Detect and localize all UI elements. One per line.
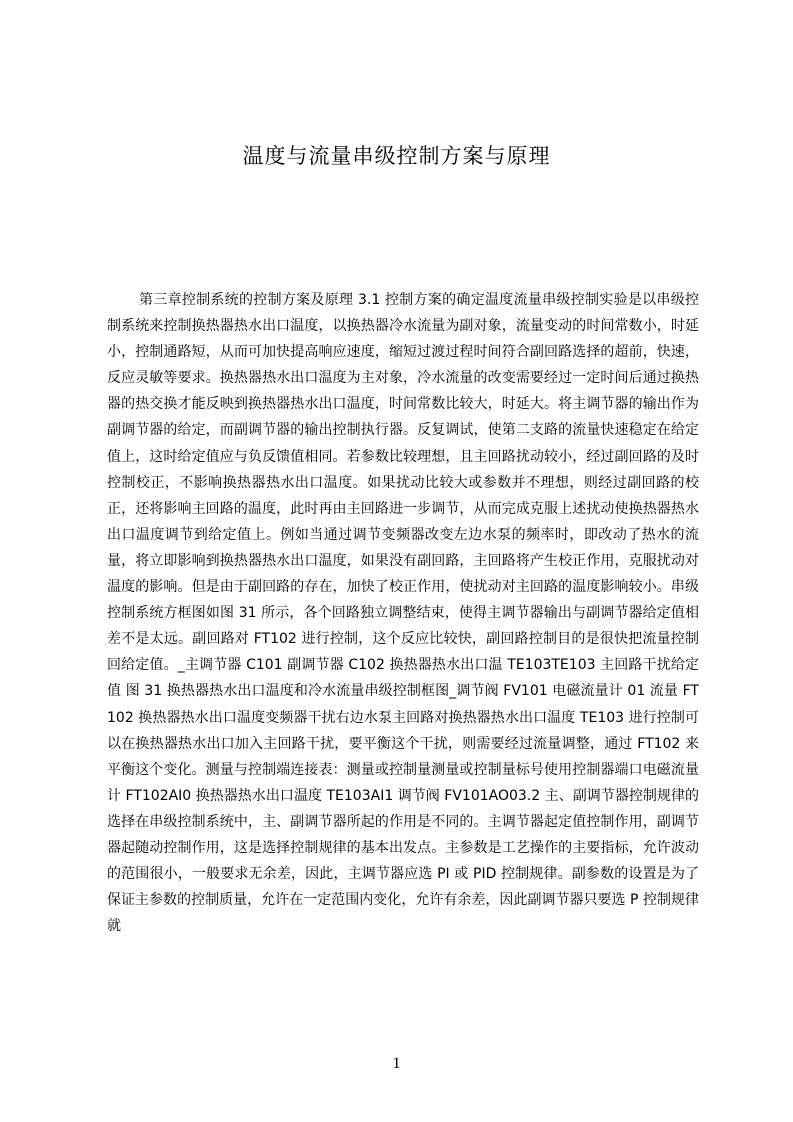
document-title: 温度与流量串级控制方案与原理: [242, 144, 551, 168]
page-number: 1: [392, 1055, 401, 1072]
body-paragraph: 第三章控制系统的控制方案及原理 3.1 控制方案的确定温度流量串级控制实验是以串级控制系统来控制换热器热水出口温度，以换热器冷水流量为副对象，流量变动的时间常数小，时延小，控制通路短，从而可加快提高响应速度，缩短过渡过程时间符合副回路选择的超前，快速，反应灵敏等要求。换热器热水出口温度为主对象，冷水流量的改变需要经过一定时间后通过换热器的热交换才能反映到换热器热水出口温度，时间常数比较大，时延大。将主调节器的输出作为副调节器的给定，而副调节器的输出控制执行器。反复调试，使第二支路的流量快速稳定在给定值上，这时给定值应与负反馈值相同。若参数比较理想，且主回路扰动较小，经过副回路的及时控制校正，不影响换热器热水出口温度。如果扰动比较大或参数并不理想，则经过副回路的校正，还将影响主回路的温度，此时再由主回路进一步调节，从而完成克服上述扰动使换热器热水出口温度调节到给定值上。例如当通过调节变频器改变左边水泵的频率时，即改动了热水的流量，将立即影响到换热器热水出口温度，如果没有副回路，主回路将产生校正作用，克服扰动对温度的影响。但是由于副回路的存在，加快了校正作用，使扰动对主回路的温度影响较小。串级控制系统方框图如图 31 所示，各个回路独立调整结束，使得主调节器输出与副调节器给定值相差不是太远。副回路对 FT102 进行控制，这个反应比较快，副回路控制目的是很快把流量控制回给定值。_主调节器 C101 副调节器 C102 换热器热水出口温 TE103TE103 主回路干扰给定值 图 31 换热器热水出口温度和冷水流量串级控制框图_调节阀 FV101 电磁流量计 01 流量 FT102 换热器热水出口温度变频器干扰右边水泵主回路对换热器热水出口温度 TE103 进行控制可以在换热器热水出口加入主回路干扰，要平衡这个干扰，则需要经过流量调整，通过 FT102 来平衡这个变化。测量与控制端连接表：测量或控制量测量或控制量标号使用控制器端口电磁流量计 FT102AI0 换热器热水出口温度 TE103AI1 调节阀 FV101AO03.2 主、副调节器控制规律的选择在串级控制系统中，主、副调节器所起的作用是不同的。主调节器起定值控制作用，副调节器起随动控制作用，这是选择控制规律的基本出发点。主参数是工艺操作的主要指标，允许波动的范围很小，一般要求无余差，因此，主调节器应选 PI 或 PID 控制规律。副参数的设置是为了保证主参数的控制质量，允许在一定范围内变化，允许有余差，因此副调节器只要选 P 控制规律就: [107, 292, 699, 935]
